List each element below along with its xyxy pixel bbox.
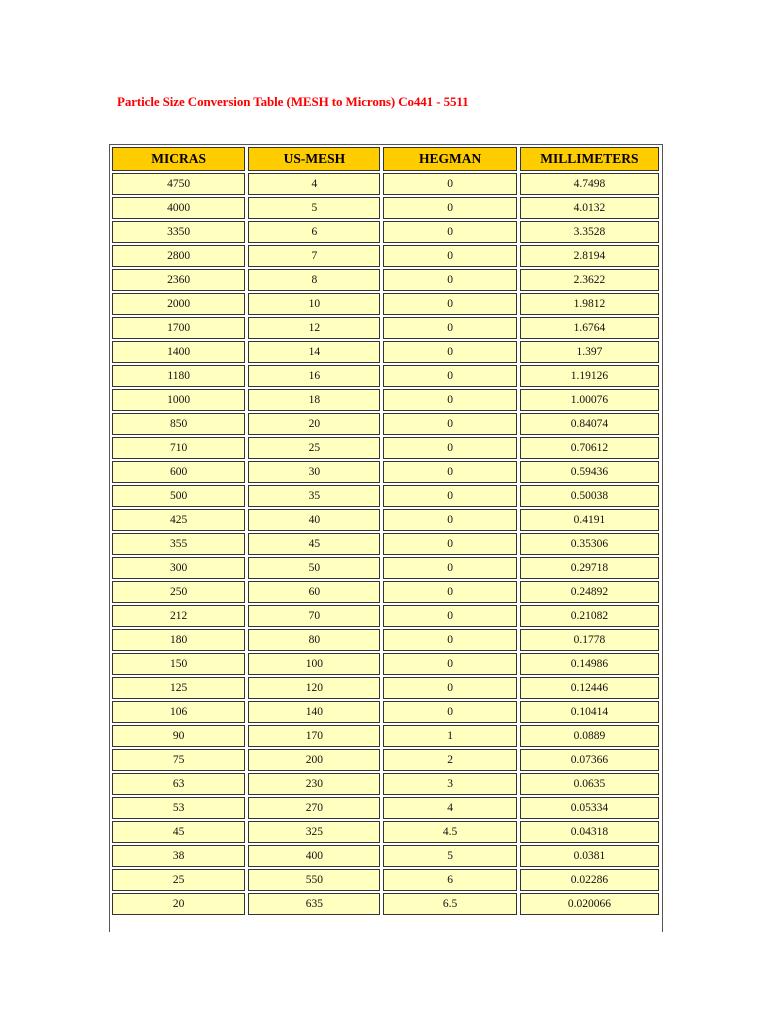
table-row <box>112 653 659 675</box>
cell-hegman: 0 <box>383 533 516 555</box>
cell-millimeters: 0.10414 <box>520 701 659 723</box>
table-row <box>112 197 659 219</box>
cell-us-mesh: 120 <box>248 677 380 699</box>
cell-us-mesh: 8 <box>248 269 380 291</box>
cell-millimeters: 1.9812 <box>520 293 659 315</box>
cell-us-mesh: 200 <box>248 749 380 771</box>
table-row <box>112 509 659 531</box>
conversion-table-frame <box>109 144 663 932</box>
cell-micras: 300 <box>112 557 245 579</box>
cell-micras: 63 <box>112 773 245 795</box>
cell-us-mesh: 80 <box>248 629 380 651</box>
cell-micras: 1180 <box>112 365 245 387</box>
table-row <box>112 413 659 435</box>
cell-us-mesh: 400 <box>248 845 380 867</box>
table-row <box>112 821 659 843</box>
cell-micras: 90 <box>112 725 245 747</box>
cell-us-mesh: 50 <box>248 557 380 579</box>
cell-micras: 106 <box>112 701 245 723</box>
cell-hegman: 6 <box>383 869 516 891</box>
cell-hegman: 0 <box>383 605 516 627</box>
header-millimeters: MILLIMETERS <box>520 147 659 171</box>
table-row <box>112 245 659 267</box>
cell-micras: 4000 <box>112 197 245 219</box>
cell-hegman: 6.5 <box>383 893 516 915</box>
cell-millimeters: 3.3528 <box>520 221 659 243</box>
cell-millimeters: 0.020066 <box>520 893 659 915</box>
cell-micras: 1400 <box>112 341 245 363</box>
table-row <box>112 461 659 483</box>
cell-millimeters: 0.0381 <box>520 845 659 867</box>
table-row <box>112 605 659 627</box>
cell-us-mesh: 70 <box>248 605 380 627</box>
table-row <box>112 701 659 723</box>
cell-us-mesh: 12 <box>248 317 380 339</box>
cell-hegman: 4.5 <box>383 821 516 843</box>
cell-us-mesh: 5 <box>248 197 380 219</box>
cell-us-mesh: 325 <box>248 821 380 843</box>
table-row <box>112 437 659 459</box>
cell-micras: 20 <box>112 893 245 915</box>
table-header-row <box>112 147 659 171</box>
cell-micras: 180 <box>112 629 245 651</box>
table-row <box>112 845 659 867</box>
cell-us-mesh: 4 <box>248 173 380 195</box>
cell-us-mesh: 30 <box>248 461 380 483</box>
table-row <box>112 725 659 747</box>
cell-us-mesh: 635 <box>248 893 380 915</box>
table-row <box>112 773 659 795</box>
cell-us-mesh: 14 <box>248 341 380 363</box>
cell-hegman: 0 <box>383 653 516 675</box>
cell-hegman: 0 <box>383 485 516 507</box>
cell-us-mesh: 40 <box>248 509 380 531</box>
cell-micras: 850 <box>112 413 245 435</box>
cell-micras: 250 <box>112 581 245 603</box>
cell-millimeters: 0.84074 <box>520 413 659 435</box>
cell-hegman: 0 <box>383 389 516 411</box>
cell-hegman: 0 <box>383 437 516 459</box>
table-row <box>112 749 659 771</box>
cell-micras: 125 <box>112 677 245 699</box>
cell-hegman: 0 <box>383 245 516 267</box>
cell-millimeters: 0.05334 <box>520 797 659 819</box>
cell-hegman: 5 <box>383 845 516 867</box>
cell-millimeters: 2.8194 <box>520 245 659 267</box>
table-row <box>112 173 659 195</box>
cell-micras: 1000 <box>112 389 245 411</box>
cell-hegman: 0 <box>383 581 516 603</box>
cell-micras: 150 <box>112 653 245 675</box>
cell-us-mesh: 270 <box>248 797 380 819</box>
cell-us-mesh: 18 <box>248 389 380 411</box>
cell-hegman: 0 <box>383 629 516 651</box>
cell-millimeters: 0.70612 <box>520 437 659 459</box>
cell-micras: 212 <box>112 605 245 627</box>
table-row <box>112 581 659 603</box>
cell-millimeters: 0.12446 <box>520 677 659 699</box>
cell-micras: 710 <box>112 437 245 459</box>
cell-micras: 500 <box>112 485 245 507</box>
cell-us-mesh: 230 <box>248 773 380 795</box>
cell-millimeters: 0.07366 <box>520 749 659 771</box>
cell-us-mesh: 16 <box>248 365 380 387</box>
table-row <box>112 269 659 291</box>
cell-millimeters: 4.0132 <box>520 197 659 219</box>
header-hegman: HEGMAN <box>383 147 516 171</box>
cell-millimeters: 1.397 <box>520 341 659 363</box>
cell-hegman: 4 <box>383 797 516 819</box>
header-micras: MICRAS <box>112 147 245 171</box>
cell-hegman: 0 <box>383 317 516 339</box>
cell-micras: 2800 <box>112 245 245 267</box>
cell-hegman: 3 <box>383 773 516 795</box>
cell-us-mesh: 140 <box>248 701 380 723</box>
cell-micras: 3350 <box>112 221 245 243</box>
cell-millimeters: 0.0635 <box>520 773 659 795</box>
cell-millimeters: 0.50038 <box>520 485 659 507</box>
table-body <box>112 173 659 915</box>
cell-micras: 1700 <box>112 317 245 339</box>
table-row <box>112 797 659 819</box>
cell-micras: 4750 <box>112 173 245 195</box>
cell-hegman: 0 <box>383 413 516 435</box>
table-row <box>112 629 659 651</box>
cell-hegman: 0 <box>383 173 516 195</box>
cell-millimeters: 0.1778 <box>520 629 659 651</box>
cell-hegman: 0 <box>383 365 516 387</box>
cell-hegman: 2 <box>383 749 516 771</box>
cell-micras: 75 <box>112 749 245 771</box>
cell-micras: 600 <box>112 461 245 483</box>
table-row <box>112 485 659 507</box>
cell-micras: 25 <box>112 869 245 891</box>
cell-millimeters: 0.04318 <box>520 821 659 843</box>
cell-hegman: 0 <box>383 509 516 531</box>
cell-hegman: 0 <box>383 293 516 315</box>
cell-micras: 425 <box>112 509 245 531</box>
cell-hegman: 0 <box>383 197 516 219</box>
cell-millimeters: 0.0889 <box>520 725 659 747</box>
table-row <box>112 365 659 387</box>
cell-us-mesh: 10 <box>248 293 380 315</box>
cell-millimeters: 1.6764 <box>520 317 659 339</box>
cell-hegman: 0 <box>383 341 516 363</box>
cell-hegman: 0 <box>383 461 516 483</box>
cell-us-mesh: 7 <box>248 245 380 267</box>
cell-micras: 2000 <box>112 293 245 315</box>
table-row <box>112 893 659 915</box>
cell-us-mesh: 550 <box>248 869 380 891</box>
cell-millimeters: 0.29718 <box>520 557 659 579</box>
cell-micras: 355 <box>112 533 245 555</box>
cell-millimeters: 0.21082 <box>520 605 659 627</box>
cell-us-mesh: 35 <box>248 485 380 507</box>
cell-us-mesh: 20 <box>248 413 380 435</box>
cell-hegman: 0 <box>383 221 516 243</box>
cell-millimeters: 1.00076 <box>520 389 659 411</box>
cell-us-mesh: 45 <box>248 533 380 555</box>
cell-micras: 53 <box>112 797 245 819</box>
cell-millimeters: 0.14986 <box>520 653 659 675</box>
cell-hegman: 0 <box>383 677 516 699</box>
cell-hegman: 0 <box>383 269 516 291</box>
cell-micras: 45 <box>112 821 245 843</box>
cell-hegman: 0 <box>383 701 516 723</box>
cell-us-mesh: 170 <box>248 725 380 747</box>
table-row <box>112 317 659 339</box>
table-row <box>112 221 659 243</box>
cell-us-mesh: 6 <box>248 221 380 243</box>
cell-millimeters: 2.3622 <box>520 269 659 291</box>
cell-micras: 2360 <box>112 269 245 291</box>
conversion-table <box>109 145 662 917</box>
cell-millimeters: 0.35306 <box>520 533 659 555</box>
cell-millimeters: 4.7498 <box>520 173 659 195</box>
document-title: Particle Size Conversion Table (MESH to Microns) Co441 - 5511 <box>117 94 469 109</box>
cell-micras: 38 <box>112 845 245 867</box>
cell-millimeters: 0.59436 <box>520 461 659 483</box>
cell-hegman: 0 <box>383 557 516 579</box>
table-row <box>112 341 659 363</box>
header-us-mesh: US-MESH <box>248 147 380 171</box>
cell-millimeters: 0.4191 <box>520 509 659 531</box>
table-row <box>112 869 659 891</box>
cell-us-mesh: 25 <box>248 437 380 459</box>
table-row <box>112 557 659 579</box>
cell-millimeters: 0.02286 <box>520 869 659 891</box>
cell-millimeters: 1.19126 <box>520 365 659 387</box>
table-row <box>112 389 659 411</box>
cell-hegman: 1 <box>383 725 516 747</box>
cell-us-mesh: 60 <box>248 581 380 603</box>
cell-millimeters: 0.24892 <box>520 581 659 603</box>
table-row <box>112 533 659 555</box>
table-row <box>112 677 659 699</box>
table-row <box>112 293 659 315</box>
cell-us-mesh: 100 <box>248 653 380 675</box>
